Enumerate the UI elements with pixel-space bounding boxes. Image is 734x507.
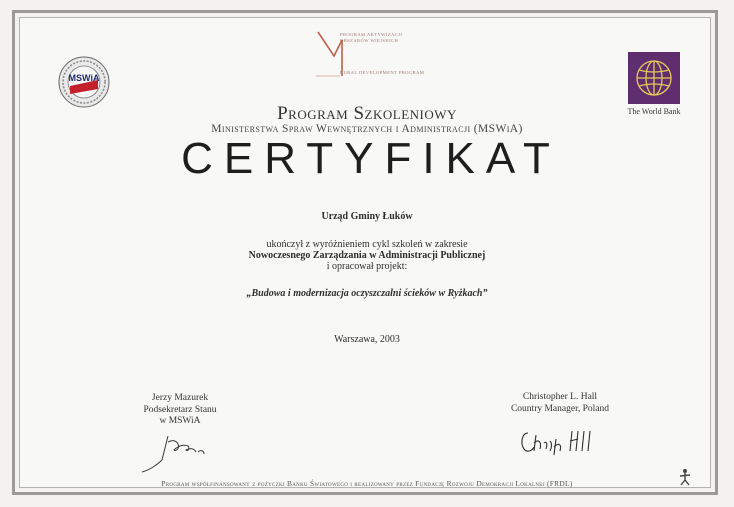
mswia-logo-text: MSWiA xyxy=(68,73,100,83)
certificate-heading: CERTYFIKAT xyxy=(181,134,561,183)
right-signatory-position: Country Manager, Poland xyxy=(510,403,610,414)
mswia-logo-icon xyxy=(58,56,110,108)
signature-block-right xyxy=(480,392,640,415)
rdp-line-3: RURAL DEVELOPMENT PROGRAM xyxy=(340,70,425,75)
left-signatory-name: Jerzy Mazurek xyxy=(151,393,209,403)
handwritten-signature-right xyxy=(516,425,598,457)
handwritten-signature-left xyxy=(138,430,218,474)
right-signatory-name: Christopher L. Hall xyxy=(522,392,598,402)
left-signatory-institution: w MSWiA xyxy=(159,416,201,426)
place-date: Warszawa, 2003 xyxy=(334,334,400,345)
rdp-line-2: OBSZARÓW WIEJSKICH xyxy=(340,38,399,43)
funding-footer: Program współfinansowany z pożyczki Banku Światowego i realizowany przez Fundację Rozwoju Demokracji Lokalnej (FRDL) xyxy=(161,479,573,488)
rdp-line-1: PROGRAM AKTYWIZACJI xyxy=(340,32,403,37)
signature-block-left xyxy=(120,393,240,428)
world-bank-label: The World Bank xyxy=(627,107,681,116)
project-title: „Budowa i modernizacja oczyszczalni ścieków w Ryżkach” xyxy=(246,288,488,299)
left-signatory-position: Podsekretarz Stanu xyxy=(143,404,217,415)
world-bank-globe-icon xyxy=(628,52,680,104)
frdl-logo-icon xyxy=(678,468,692,486)
ministry-subtitle: Ministerstwa Spraw Wewnętrznych i Administracji (MSWiA) xyxy=(211,123,523,135)
project-intro: i opracował projekt: xyxy=(326,261,408,272)
recipient-name: Urząd Gminy Łuków xyxy=(321,211,413,222)
program-title: Program Szkoleniowy xyxy=(277,103,457,124)
completion-line: ukończył z wyróżnieniem cykl szkoleń w zakresie xyxy=(266,239,468,250)
training-subject: Nowoczesnego Zarządzania w Administracji Publicznej xyxy=(248,250,486,261)
